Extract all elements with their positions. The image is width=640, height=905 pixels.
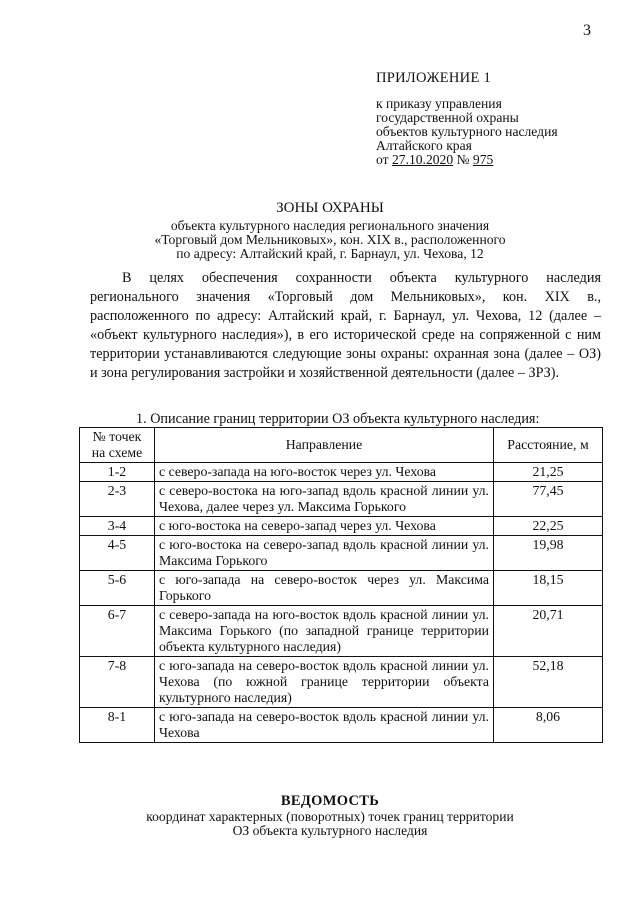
- row-distance: 20,71: [494, 606, 603, 657]
- table-caption: 1. Описание границ территории ОЗ объекта культурного наследия:: [136, 411, 540, 427]
- boundary-table: [79, 427, 603, 743]
- appendix-line: к приказу управления: [376, 96, 502, 111]
- row-distance: 22,25: [494, 517, 603, 536]
- row-points: 3-4: [80, 517, 155, 536]
- row-direction: с северо-запада на юго-восток вдоль красной линии ул. Максима Горького (по западной границе территории объекта культурного наследия): [155, 606, 494, 657]
- number-label: №: [453, 152, 473, 167]
- row-points: 4-5: [80, 536, 155, 571]
- row-direction: с юго-востока на северо-запад вдоль красной линии ул. Максима Горького: [155, 536, 494, 571]
- statement-title: ВЕДОМОСТЬ: [280, 793, 380, 809]
- date-prefix: от: [376, 152, 392, 167]
- header-points-line1: № точек: [92, 429, 142, 444]
- appendix-order-line: [376, 153, 626, 167]
- page-number: 3: [583, 22, 591, 39]
- table-row: [80, 657, 603, 708]
- row-distance: 52,18: [494, 657, 603, 708]
- row-direction: с юго-востока на северо-запад через ул. Чехова: [155, 517, 494, 536]
- statement-line: координат характерных (поворотных) точек границ территории: [146, 809, 514, 824]
- heading-line: объекта культурного наследия регионального значения: [170, 218, 490, 233]
- heading-line: «Торговый дом Мельниковых», кон. XIX в., расположенного: [154, 232, 506, 247]
- table-row: [80, 708, 603, 743]
- heading-title: ЗОНЫ ОХРАНЫ: [276, 200, 384, 216]
- table-header-row: [80, 428, 603, 463]
- row-direction: с юго-запада на северо-восток через ул. Максима Горького: [155, 571, 494, 606]
- row-points: 1-2: [80, 463, 155, 482]
- row-direction: с северо-запада на юго-восток через ул. Чехова: [155, 463, 494, 482]
- row-distance: 77,45: [494, 482, 603, 517]
- statement-line: ОЗ объекта культурного наследия: [232, 823, 428, 838]
- row-direction: с юго-запада на северо-восток вдоль красной линии ул. Чехова (по южной границе территории объекта культурного наследия): [155, 657, 494, 708]
- order-number: 975: [472, 152, 494, 167]
- row-distance: 21,25: [494, 463, 603, 482]
- document-heading: [60, 200, 600, 261]
- table-row: [80, 517, 603, 536]
- header-points: [80, 428, 155, 463]
- row-points: 5-6: [80, 571, 155, 606]
- table-row: [80, 606, 603, 657]
- header-distance: Расстояние, м: [494, 428, 603, 463]
- row-distance: 18,15: [494, 571, 603, 606]
- table-row: [80, 463, 603, 482]
- header-points-line2: на схеме: [91, 445, 143, 460]
- order-date: 27.10.2020: [391, 152, 454, 167]
- statement-heading: [60, 793, 600, 838]
- table-row: [80, 571, 603, 606]
- appendix-block: [376, 70, 626, 167]
- row-points: 2-3: [80, 482, 155, 517]
- row-direction: с северо-востока на юго-запад вдоль красной линии ул. Чехова, далее через ул. Максима Горького: [155, 482, 494, 517]
- row-points: 6-7: [80, 606, 155, 657]
- intro-paragraph: В целях обеспечения сохранности объекта культурного наследия регионального значения «Торговый дом Мельниковых», кон. XIX в., расположенного по адресу: Алтайский край, г. Барнаул, ул. Чехова, 12 (далее – «объект культурного наследия»), в его исторической среде на сопряженной с ним территории устанавливаются следующие зоны охраны: охранная зона (далее – ОЗ) и зона регулирования застройки и хозяйственной деятельности (далее – ЗРЗ).: [90, 270, 601, 381]
- table-row: [80, 482, 603, 517]
- table-row: [80, 536, 603, 571]
- header-direction: Направление: [155, 428, 494, 463]
- row-points: 7-8: [80, 657, 155, 708]
- appendix-line: Алтайского края: [376, 138, 472, 153]
- appendix-title: ПРИЛОЖЕНИЕ 1: [376, 70, 492, 86]
- row-distance: 8,06: [494, 708, 603, 743]
- heading-line: по адресу: Алтайский край, г. Барнаул, ул. Чехова, 12: [176, 246, 484, 261]
- appendix-line: государственной охраны: [376, 110, 519, 125]
- row-points: 8-1: [80, 708, 155, 743]
- row-direction: с юго-запада на северо-восток вдоль красной линии ул. Чехова: [155, 708, 494, 743]
- row-distance: 19,98: [494, 536, 603, 571]
- appendix-line: объектов культурного наследия: [376, 124, 558, 139]
